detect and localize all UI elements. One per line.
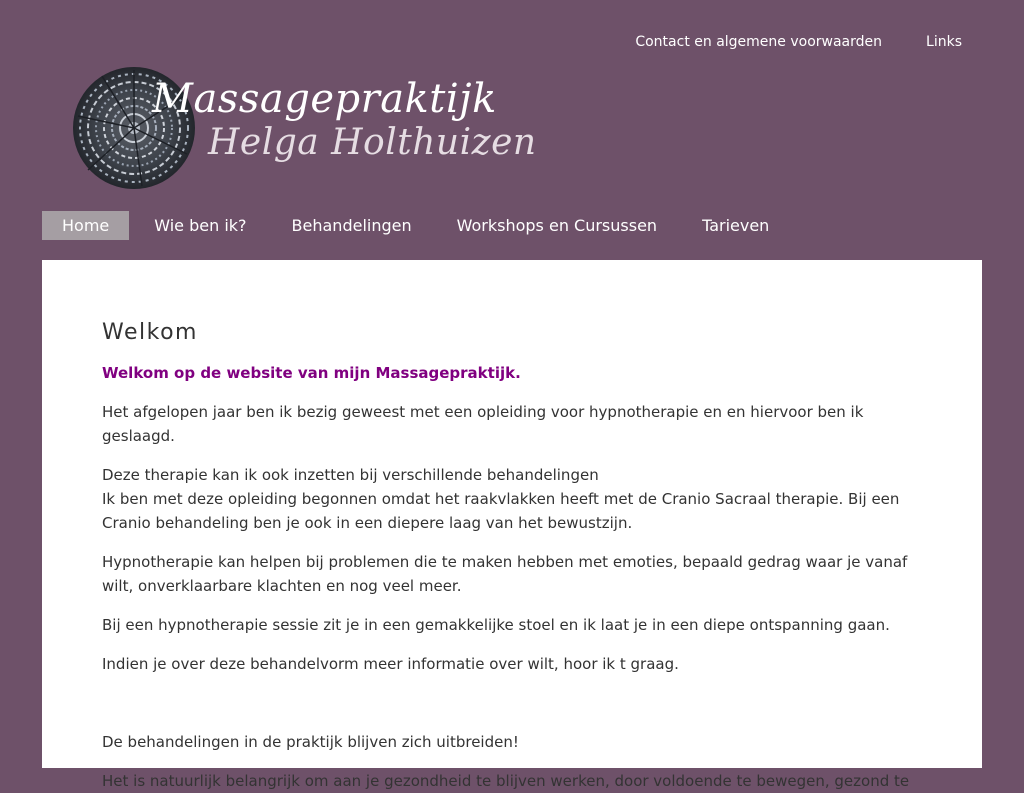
paragraph-2b: Ik ben met deze opleiding begonnen omdat het raakvlakken heeft met de Cranio Sacraal therapie. Bij een Cranio behandeling ben je ook in een diepere laag van het bewustzijn. [102,490,900,532]
welcome-lead: Welkom op de website van mijn Massagepraktijk. [102,364,521,382]
main-nav [42,211,794,240]
paragraph-5: Indien je over deze behandelvorm meer informatie over wilt, hoor ik t graag. [102,655,679,673]
content-panel [42,260,982,790]
nav-workshops[interactable]: Workshops en Cursussen [456,216,658,235]
paragraph-3: Hypnotherapie kan helpen bij problemen die te maken hebben met emoties, bepaald gedrag waar je vanaf wilt, onverklaarbare klachten en nog veel meer. [102,553,908,595]
logo-subtitle: Helga Holthuizen [208,122,537,163]
site-logo[interactable] [72,66,537,192]
top-links [635,34,962,50]
nav-behandelingen[interactable]: Behandelingen [291,216,412,235]
links-link[interactable]: Links [926,34,962,50]
nav-home[interactable]: Home [42,211,129,240]
logo-title: Massagepraktijk [152,76,497,122]
paragraph-7: Het is natuurlijk belangrijk om aan je gezondheid te blijven werken, door voldoende te bewegen, gezond te [102,772,910,790]
paragraph-1: Het afgelopen jaar ben ik bezig geweest met een opleiding voor hypnotherapie en en hiervoor ben ik geslaagd. [102,403,864,445]
paragraph-2 [102,463,922,535]
nav-tarieven[interactable]: Tarieven [702,216,770,235]
nav-wie-ben-ik[interactable]: Wie ben ik? [154,216,247,235]
paragraph-2a: Deze therapie kan ik ook inzetten bij verschillende behandelingen [102,466,599,484]
contact-link[interactable]: Contact en algemene voorwaarden [635,34,883,50]
page-title: Welkom [102,320,198,345]
paragraph-6: De behandelingen in de praktijk blijven zich uitbreiden! [102,733,519,751]
paragraph-4: Bij een hypnotherapie sessie zit je in een gemakkelijke stoel en ik laat je in een diepe ontspanning gaan. [102,616,890,634]
